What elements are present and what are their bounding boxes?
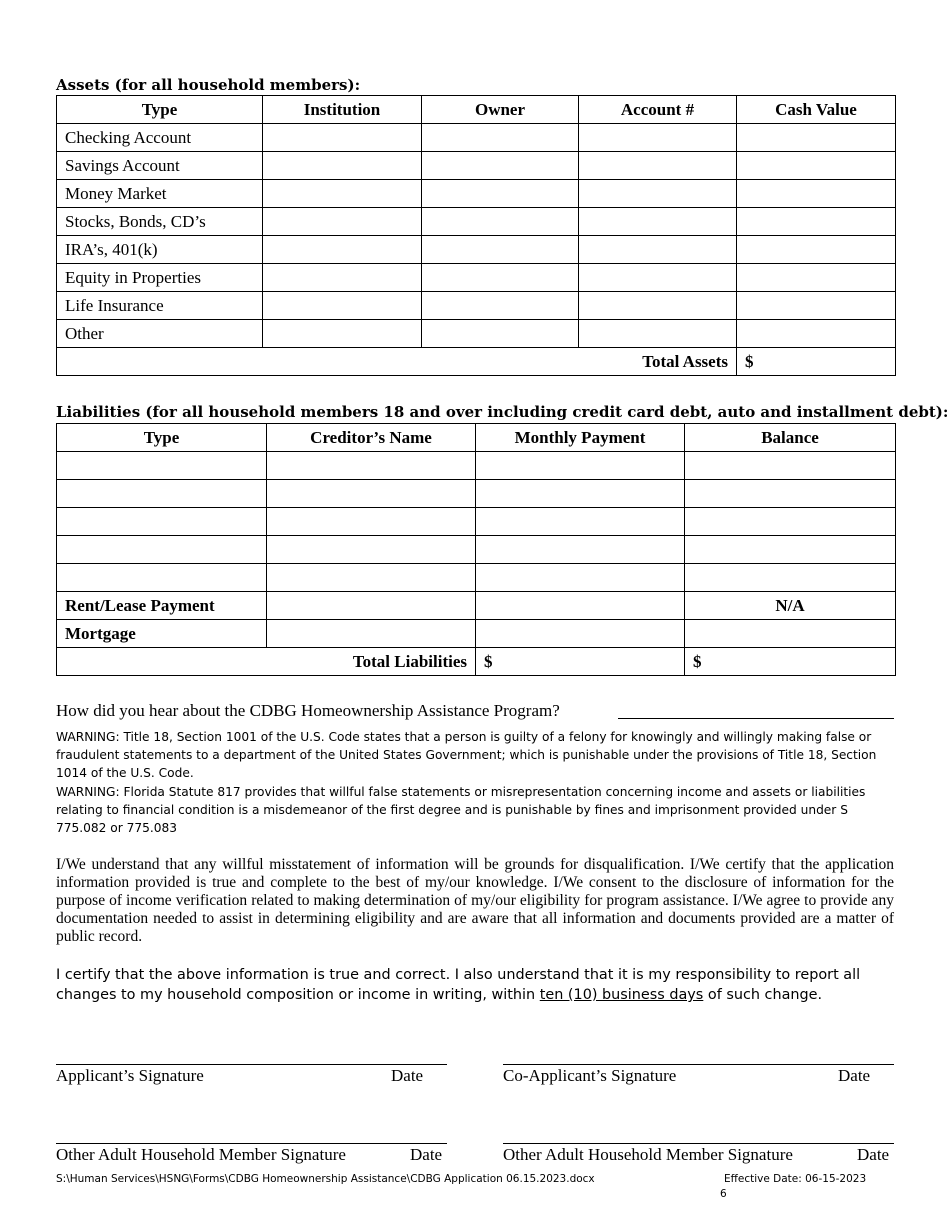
rent-balance-na: N/A: [685, 592, 896, 620]
institution-cell[interactable]: [263, 180, 422, 208]
creditor-name-cell[interactable]: [267, 452, 476, 480]
owner-cell[interactable]: [422, 124, 579, 152]
understanding-paragraph: I/We understand that any willful misstatement of information will be grounds for disqualification. I/We certify that the application information provided is true and complete to the best of my/our knowledge. I/We consent to the disclosure of information for the purpose of income verification related to making determination of my/our eligibility for program assistance. I/We agree to provide any documentation needed to assist in determining eligibility and are aware that all information and documents provided are a matter of public record.: [56, 856, 894, 945]
cash-value-cell[interactable]: [737, 208, 896, 236]
asset-type-label: Savings Account: [57, 152, 263, 180]
owner-cell[interactable]: [422, 236, 579, 264]
cash-value-cell[interactable]: [737, 236, 896, 264]
balance-cell[interactable]: [685, 564, 896, 592]
cash-value-cell[interactable]: [737, 124, 896, 152]
table-row: [57, 452, 896, 480]
total-liabilities-label: Total Liabilities: [57, 648, 476, 676]
cash-value-cell[interactable]: [737, 292, 896, 320]
referral-question: How did you hear about the CDBG Homeownership Assistance Program?: [56, 701, 560, 720]
monthly-payment-cell[interactable]: [476, 480, 685, 508]
date-label: Date: [857, 1145, 890, 1164]
cash-value-cell[interactable]: [737, 264, 896, 292]
rent-lease-label: Rent/Lease Payment: [57, 592, 267, 620]
cash-value-cell[interactable]: [737, 320, 896, 348]
currency-symbol: $: [745, 351, 754, 371]
monthly-payment-cell[interactable]: [476, 564, 685, 592]
table-row: [57, 320, 896, 348]
column-header: Owner: [422, 96, 579, 124]
certification-text: I certify that the above information is true and correct. I also understand that it is my responsibility to report all changes to my household composition or income in writing, within: [56, 967, 861, 1003]
applicant-signature-line[interactable]: [56, 1064, 447, 1065]
balance-cell[interactable]: [685, 620, 896, 648]
table-row: [57, 180, 896, 208]
certification-statement: [56, 965, 896, 1005]
other-adult-signature-line[interactable]: [56, 1143, 447, 1144]
institution-cell[interactable]: [263, 236, 422, 264]
institution-cell[interactable]: [263, 124, 422, 152]
column-header: Cash Value: [737, 96, 896, 124]
total-assets-field[interactable]: [737, 348, 896, 376]
institution-cell[interactable]: [263, 152, 422, 180]
balance-cell[interactable]: [685, 536, 896, 564]
total-balance-field[interactable]: [685, 648, 896, 676]
liability-type-cell[interactable]: [57, 564, 267, 592]
cash-value-cell[interactable]: [737, 180, 896, 208]
owner-cell[interactable]: [422, 292, 579, 320]
column-header: Monthly Payment: [476, 424, 685, 452]
total-monthly-payment-field[interactable]: [476, 648, 685, 676]
institution-cell[interactable]: [263, 320, 422, 348]
liabilities-heading: Liabilities (for all household members 18 and over including credit card debt, auto and installment debt):: [56, 403, 949, 421]
liabilities-header-row: [57, 424, 896, 452]
account-number-cell[interactable]: [579, 292, 737, 320]
liability-type-cell[interactable]: [57, 480, 267, 508]
file-path-footer: S:\Human Services\HSNG\Forms\CDBG Homeownership Assistance\CDBG Application 06.15.2023.docx: [56, 1173, 595, 1185]
date-label: Date: [391, 1066, 424, 1085]
column-header: Institution: [263, 96, 422, 124]
asset-type-label: IRA’s, 401(k): [57, 236, 263, 264]
institution-cell[interactable]: [263, 264, 422, 292]
liability-type-cell[interactable]: [57, 536, 267, 564]
monthly-payment-cell[interactable]: [476, 620, 685, 648]
monthly-payment-cell[interactable]: [476, 508, 685, 536]
column-header: Type: [57, 424, 267, 452]
co-applicant-signature-label: Co-Applicant’s Signature: [503, 1066, 677, 1085]
total-liabilities-row: [57, 648, 896, 676]
total-assets-label: Total Assets: [57, 348, 737, 376]
rent-lease-row: [57, 592, 896, 620]
liability-type-cell[interactable]: [57, 452, 267, 480]
date-label: Date: [838, 1066, 871, 1085]
assets-heading: Assets (for all household members):: [56, 76, 361, 94]
effective-date-footer: Effective Date: 06-15-2023: [724, 1173, 867, 1185]
account-number-cell[interactable]: [579, 236, 737, 264]
asset-type-label: Checking Account: [57, 124, 263, 152]
column-header: Creditor’s Name: [267, 424, 476, 452]
table-row: [57, 508, 896, 536]
asset-type-label: Life Insurance: [57, 292, 263, 320]
federal-warning: WARNING: Title 18, Section 1001 of the U.S. Code states that a person is guilty of a felony for knowingly and willingly making false or fraudulent statements to a department of the United States Government; which is punishable under the provisions of Title 18, Section 1014 of the U.S. Code.: [56, 730, 877, 780]
balance-cell[interactable]: [685, 452, 896, 480]
institution-cell[interactable]: [263, 208, 422, 236]
creditor-name-cell[interactable]: [267, 592, 476, 620]
assets-table: [56, 95, 896, 376]
owner-cell[interactable]: [422, 320, 579, 348]
institution-cell[interactable]: [263, 292, 422, 320]
table-row: [57, 536, 896, 564]
applicant-signature-label: Applicant’s Signature: [56, 1066, 204, 1085]
account-number-cell[interactable]: [579, 264, 737, 292]
asset-type-label: Stocks, Bonds, CD’s: [57, 208, 263, 236]
column-header: Type: [57, 96, 263, 124]
table-row: [57, 152, 896, 180]
assets-header-row: [57, 96, 896, 124]
florida-warning: WARNING: Florida Statute 817 provides that willful false statements or misrepresentation concerning income and assets or liabilities relating to financial condition is a misdemeanor of the first degree and is punishable by fines and imprisonment provided under S 775.082 or 775.083: [56, 785, 866, 835]
creditor-name-cell[interactable]: [267, 536, 476, 564]
liabilities-table: [56, 423, 896, 676]
page-number: 6: [720, 1188, 727, 1200]
table-row: [57, 292, 896, 320]
cash-value-cell[interactable]: [737, 152, 896, 180]
table-row: [57, 264, 896, 292]
account-number-cell[interactable]: [579, 124, 737, 152]
table-row: [57, 564, 896, 592]
account-number-cell[interactable]: [579, 180, 737, 208]
mortgage-row: [57, 620, 896, 648]
monthly-payment-cell[interactable]: [476, 536, 685, 564]
certification-text-end: of such change.: [703, 987, 823, 1003]
column-header: Balance: [685, 424, 896, 452]
total-assets-row: [57, 348, 896, 376]
currency-symbol: $: [693, 651, 702, 671]
account-number-cell[interactable]: [579, 208, 737, 236]
table-row: [57, 480, 896, 508]
liability-type-cell[interactable]: [57, 508, 267, 536]
table-row: [57, 236, 896, 264]
owner-cell[interactable]: [422, 208, 579, 236]
balance-cell[interactable]: [685, 480, 896, 508]
co-applicant-signature-line[interactable]: [503, 1064, 894, 1065]
currency-symbol: $: [484, 651, 493, 671]
date-label: Date: [410, 1145, 443, 1164]
account-number-cell[interactable]: [579, 152, 737, 180]
other-adult-signature-line-2[interactable]: [503, 1143, 894, 1144]
creditor-name-cell[interactable]: [267, 508, 476, 536]
creditor-name-cell[interactable]: [267, 480, 476, 508]
asset-type-label: Equity in Properties: [57, 264, 263, 292]
asset-type-label: Other: [57, 320, 263, 348]
balance-cell[interactable]: [685, 508, 896, 536]
other-adult-signature-label: Other Adult Household Member Signature: [503, 1145, 793, 1164]
column-header: Account #: [579, 96, 737, 124]
monthly-payment-cell[interactable]: [476, 592, 685, 620]
creditor-name-cell[interactable]: [267, 564, 476, 592]
other-adult-signature-label: Other Adult Household Member Signature: [56, 1145, 346, 1164]
deadline-underlined: ten (10) business days: [539, 987, 704, 1003]
owner-cell[interactable]: [422, 152, 579, 180]
referral-answer-line[interactable]: [618, 718, 894, 719]
account-number-cell[interactable]: [579, 320, 737, 348]
owner-cell[interactable]: [422, 264, 579, 292]
table-row: [57, 124, 896, 152]
monthly-payment-cell[interactable]: [476, 452, 685, 480]
table-row: [57, 208, 896, 236]
owner-cell[interactable]: [422, 180, 579, 208]
mortgage-label: Mortgage: [57, 620, 267, 648]
asset-type-label: Money Market: [57, 180, 263, 208]
creditor-name-cell[interactable]: [267, 620, 476, 648]
